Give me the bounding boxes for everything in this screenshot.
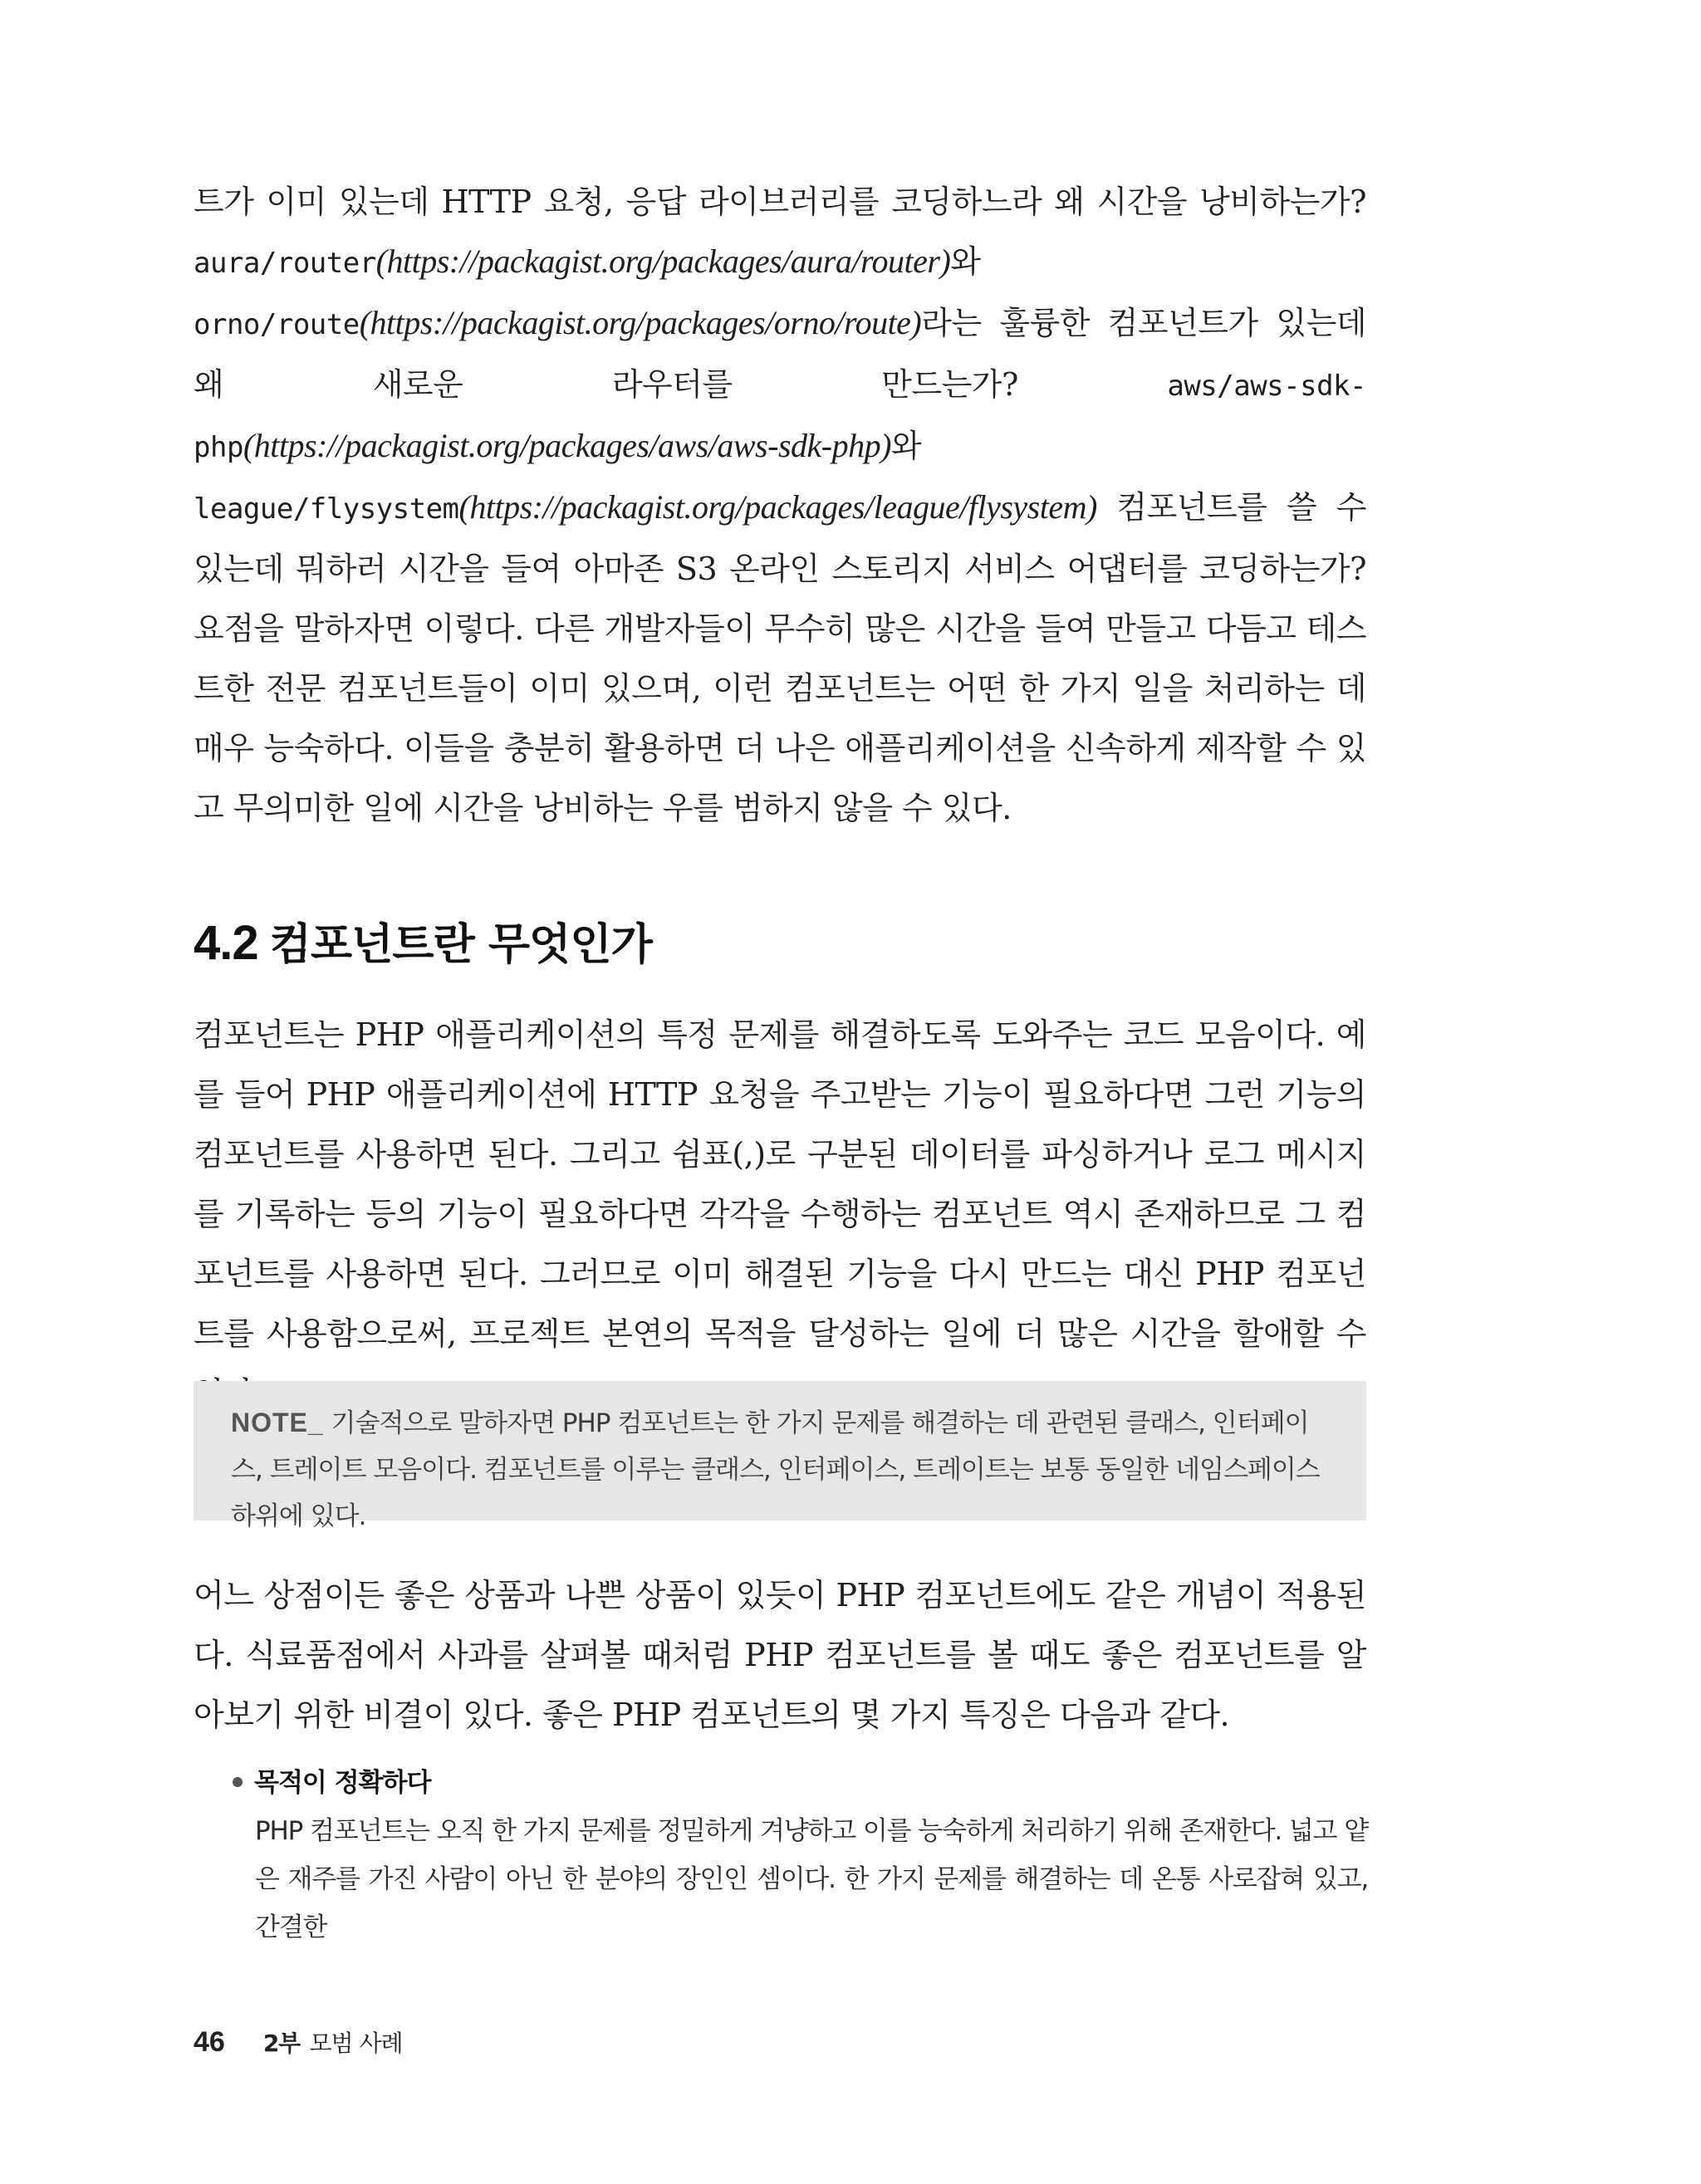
footer-chapter: 모범 사례 xyxy=(309,2030,403,2057)
page-footer xyxy=(194,2021,403,2068)
bullet-dot-icon xyxy=(233,1777,243,1787)
section-number: 4.2 xyxy=(194,916,258,970)
note-box xyxy=(194,1381,1366,1531)
paragraph-intro xyxy=(194,172,1366,838)
footer-part: 2부 xyxy=(262,2030,301,2057)
paragraph-text: 와 xyxy=(950,243,981,280)
package-name: aws/aws-sdk-php xyxy=(194,370,1366,464)
package-name: aura/router xyxy=(194,247,376,280)
bullet-title-text: 목적이 정확하다 xyxy=(254,1768,431,1798)
package-url: (https://packagist.org/packages/aws/aws-sdk-php) xyxy=(243,427,891,464)
note-text: 기술적으로 말하자면 PHP 컴포넌트는 한 가지 문제를 해결하는 데 관련된 클래스, 인터페이스, 트레이트 모음이다. 컴포넌트를 이루는 클래스, 인터페이스, 트레이트는 보통 동일한 네임스페이스 하위에 있다. xyxy=(231,1408,1320,1531)
note-label: NOTE_ xyxy=(231,1408,324,1437)
package-url: (https://packagist.org/packages/orno/route) xyxy=(359,304,922,341)
package-url: (https://packagist.org/packages/aura/router) xyxy=(375,242,951,280)
paragraph-definition: 컴포넌트는 PHP 애플리케이션의 특정 문제를 해결하도록 도와주는 코드 모음이다. 예를 들어 PHP 애플리케이션에 HTTP 요청을 주고받는 기능이 필요하다면 그런 기능의 컴포넌트를 사용하면 된다. 그리고 쉼표(,)로 구분된 데이터를 파싱하거나 로그 메시지를 기록하는 등의 기능이 필요하다면 각각을 수행하는 컴포넌트 역시 존재하므로 그 컴포넌트를 사용하면 된다. 그러므로 이미 해결된 기능을 다시 만드는 대신 PHP 컴포넌트를 사용함으로써, 프로젝트 본연의 목적을 달성하는 일에 더 많은 시간을 할애할 수 xyxy=(194,1016,1366,1352)
section-title-text: 컴포넌트란 무엇인가 xyxy=(269,920,652,970)
package-url: (https://packagist.org/packages/league/flysystem) xyxy=(458,488,1097,526)
paragraph-qualities: 어느 상점이든 좋은 상품과 나쁜 상품이 있듯이 PHP 컴포넌트에도 같은 개념이 적용된다. 식료품점에서 사과를 살펴볼 때처럼 PHP 컴포넌트를 볼 때도 좋은 컴포넌트를 알아보기 위한 비결이 있다. 좋은 PHP 컴포넌트의 몇 가지 특징은 다음과 같다. xyxy=(194,1577,1366,1733)
bullet-item-title xyxy=(233,1762,430,1804)
paragraph-text: 와 xyxy=(890,428,922,464)
section-heading xyxy=(194,913,652,975)
bullet-item-body: PHP 컴포넌트는 오직 한 가지 문제를 정밀하게 겨냥하고 이를 능숙하게 처리하기 위해 존재한다. 넓고 얕은 재주를 가진 사람이 아닌 한 분야의 장인인 셈이다. 한 가지 문제를 해결하는 데 온통 사로잡혀 있고, 간결한 xyxy=(255,1816,1368,1942)
paragraph-text: 컴포넌트를 쓸 수 있는데 뭐하러 시간을 들여 아마존 S3 온라인 스토리지 서비스 어댑터를 코딩하는가? 요점을 말하자면 이렇다. 다른 개발자들이 무수히 많은 시간을 들여 만들고 다듬고 테스트한 전문 컴포넌트들이 이미 있으며, 이런 컴포넌트는 어떤 한 가지 일을 처리하는 데 매우 능숙하다. 이들을 충분히 활용하면 더 나은 애플리케이션을 신속하게 제작할 수 있고 무의미한 일에 시간을 낭비하는 우를 범하지 않을 수 있다. xyxy=(194,489,1366,826)
paragraph-text: 라는 훌륭한 컴포넌트가 있는데 왜 새로운 라우터를 만드는가? xyxy=(194,305,1366,403)
package-name: league/flysystem xyxy=(194,492,459,526)
paragraph-text: 트가 이미 있는데 HTTP 요청, 응답 라이브러리를 코딩하느라 왜 시간을 낭비하는가? xyxy=(194,184,1366,220)
page-number: 46 xyxy=(194,2026,225,2058)
package-name: orno/route xyxy=(194,308,360,341)
